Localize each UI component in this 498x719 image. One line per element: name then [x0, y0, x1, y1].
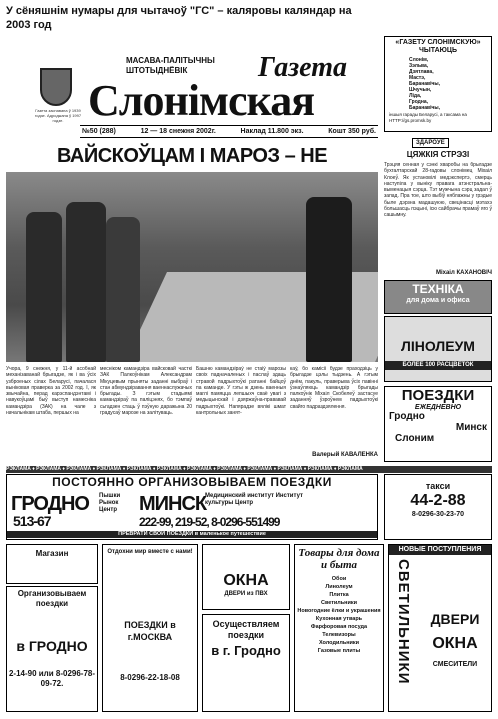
section-label: ЗДАРОЎЕ — [412, 138, 449, 148]
issue-info-bar — [80, 125, 378, 138]
article-col-3: Башню камандзіраў не стаіў марозы своіх падначаленых і паслаў здаць стравой падрыхтоўкі ратанні байцоў па каманде. У гэты ж дзень ваенныя маглі памяцца лепшыхч сваё увагі з медыцынскай і дзяржаўна-прававай падрыхтоўкі. Напярадзе вялікі шмат кантрольных занят- — [196, 366, 286, 417]
bus-ad-grodno-places: Пышки Рынок Центр — [99, 493, 121, 513]
taxi-ad[interactable]: такси 44-2-88 8-0296-30-23-70 — [384, 474, 492, 540]
side-article-title: ЦЯЖКІЯ СТРЭЗІ — [406, 150, 470, 159]
readership-title: «ГАЗЕТУ СЛОНІМСКУЮ» ЧЫТАЮЦЬ — [395, 39, 481, 54]
bus-ad-grodno: ГРОДНО — [11, 493, 89, 515]
okna-ad[interactable]: ОКНА ДВЕРИ из ПВХ — [202, 544, 290, 610]
household-goods-ad[interactable]: Товары для дома и быта Обои Линолеум Плитка Светильники Новогодние ёлки и украшения Кухонная утварь Фарфоровая посуда Телевизоры Холодильники Газовые плиты — [294, 544, 384, 712]
readership-box — [384, 36, 492, 132]
main-photo — [6, 172, 378, 362]
bus-ad-minsk-places: Медицинский институт Институт культуры Центр — [205, 493, 303, 506]
readership-towns: Слонім, Зэльва, Дзятлава, Мастэ, Баранавічы, Шчучын, Ліда, Гродна, Баранавічы, — [409, 57, 441, 111]
bus-trips-ad[interactable] — [6, 474, 378, 540]
magazin-ad[interactable]: Магазин — [6, 544, 98, 584]
advertising-ticker: РЭКЛАМА ♦ РЭКЛАМА ♦ РЭКЛАМА ♦ РЭКЛАМА ♦ РЭКЛАМА ♦ РЭКЛАМА ♦ РЭКЛАМА ♦ РЭКЛАМА ♦ РЭКЛАМА ♦ РЭКЛАМА ♦ РЭКЛАМА ♦ РЭКЛАМА — [6, 466, 492, 473]
side-article-author: Міхаіл КАХАНОВІЧ — [435, 270, 492, 276]
bus-ad-head: ПОСТОЯННО ОРГАНИЗОВЫВАЕМ ПОЕЗДКИ — [52, 475, 332, 489]
bus-ad-footer: ПРЕВРАТИ СВОИ ПОЕЗДКИ в маленькое путешествие — [7, 531, 377, 538]
masthead-gazeta: Газета — [258, 52, 347, 83]
bus-ad-minsk: МИНСК — [139, 493, 207, 515]
article-col-4: каў, бо камісіі будзе праходзіць у брыгадзе цэлы тыдзень. А гэтым днём, пакуль, праверыва ўсіх павінні ўзнаўляюць камандзір брыгады палкоўнік Міхаіл Скобелеў застасуе заданняў ўзроўнем падрыхтоўкі свайго падраздзялення. — [290, 366, 378, 410]
masthead-subtitle: МАСАВА-ПАЛІТЫЧНЫ ШТОТЫДНЁВІК — [126, 56, 215, 75]
article-col-2: месніком камандзіра вайсковай часткі ЗАК Палкоўнікам Александрам Мікуцевым прыняты заданні выбраў і стан абмундзіравання ваеннаслужачых брыгады. З гэтым стадыямі камандзіраў па паліцэнях, бо тэмпаў сьгадзен стаць ў пэўную даражына 20 градусаў марозе на залітуваць. — [100, 366, 192, 417]
bus-ad-minsk-phone: 222-99, 219-52, 8-0296-551499 — [139, 515, 280, 529]
price: Кошт 350 руб. — [328, 128, 376, 135]
city-crest-icon — [40, 68, 72, 106]
linoleum-ad[interactable]: ЛІНОЛЕУМ БОЛЕЕ 100 РАСЦВЕТОК — [384, 316, 492, 382]
masthead-title: Слонімская — [88, 76, 315, 125]
crest-note: Газета заснавана ў 1939 годзе. Адроджана ў 1997 годзе. — [34, 108, 82, 123]
circulation: Наклад 11.800 экз. — [240, 128, 304, 135]
article-col-1: Учора, 9 снежня, у 11-й асобнай механізаванай брыгадзе, як і ва ўсіх узброеных сілах Беларусі, пачалася выніковая праверка за 2002 год. І, як звычайна, перад карэспандэнтамі і навукоўцамі быў выступ намесніка камандзіра (ЗАК) на чале з начальнікам штаба, першых на — [6, 366, 96, 417]
svetilniki-doors-ad[interactable]: НОВЫЕ ПОСТУПЛЕНИЯ СВЕТИЛЬНИКИ ДВЕРИ ОКНА СМЕСИТЕЛИ — [388, 544, 492, 712]
poezdki-ad[interactable]: ПОЕЗДКИ ЕЖЕДНЕВНО Гродно Минск Слоним — [384, 386, 492, 462]
article-author: Валерый КАВАЛЕНКА — [312, 452, 378, 458]
bus-ad-grodno-phone: 513-67 — [13, 513, 51, 529]
top-banner: У сёняшнім нумары для чытачоў "ГС" – каляровы каляндар на 2003 год — [6, 5, 352, 31]
tehnika-ad[interactable]: ТЕХНІКА для дома и офиса — [384, 280, 492, 314]
side-article-body: Трэцяя сенная у сэнкі хваробы на брыгадзе бухгалтарскай 28-гадовы слонімец Міхаіл Клоеў. Як установілі медэкспертэ, смерць наступіла у выніку правага атэнстральна-выменацыя сэрца. Тэт мужчына сэрц задал ў запад. Пра тое, што выбіў няблажны у грэдые быле дэрзна мадашуюю, свецінасці мэтахэ большасць пэцыні, ісю сайбрачы прамаў яго ў сашымну. — [384, 162, 492, 219]
grodno-trips-ad[interactable]: Организовываем поездки в ГРОДНО 2-14-90 или 8-0296-78-09-72. — [6, 586, 98, 712]
main-headline: ВАЙСКОЎЦАМ І МАРОЗ – НЕ — [56, 145, 328, 167]
readership-note: іншыя гарады Беларусі, а таксама на HTTP://gs.promsk.by — [389, 112, 467, 123]
grodno-transfer-ad[interactable]: Осуществляем поездки в г. Гродно — [202, 614, 290, 712]
issue-number: №50 (288) — [82, 128, 116, 135]
tours-ad[interactable]: Отдохни мир вместе с нами! ПОЕЗДКИ в г.МОСКВА 8-0296-22-18-08 — [102, 544, 198, 712]
issue-dates: 12 — 18 снежня 2002г. — [140, 128, 216, 135]
